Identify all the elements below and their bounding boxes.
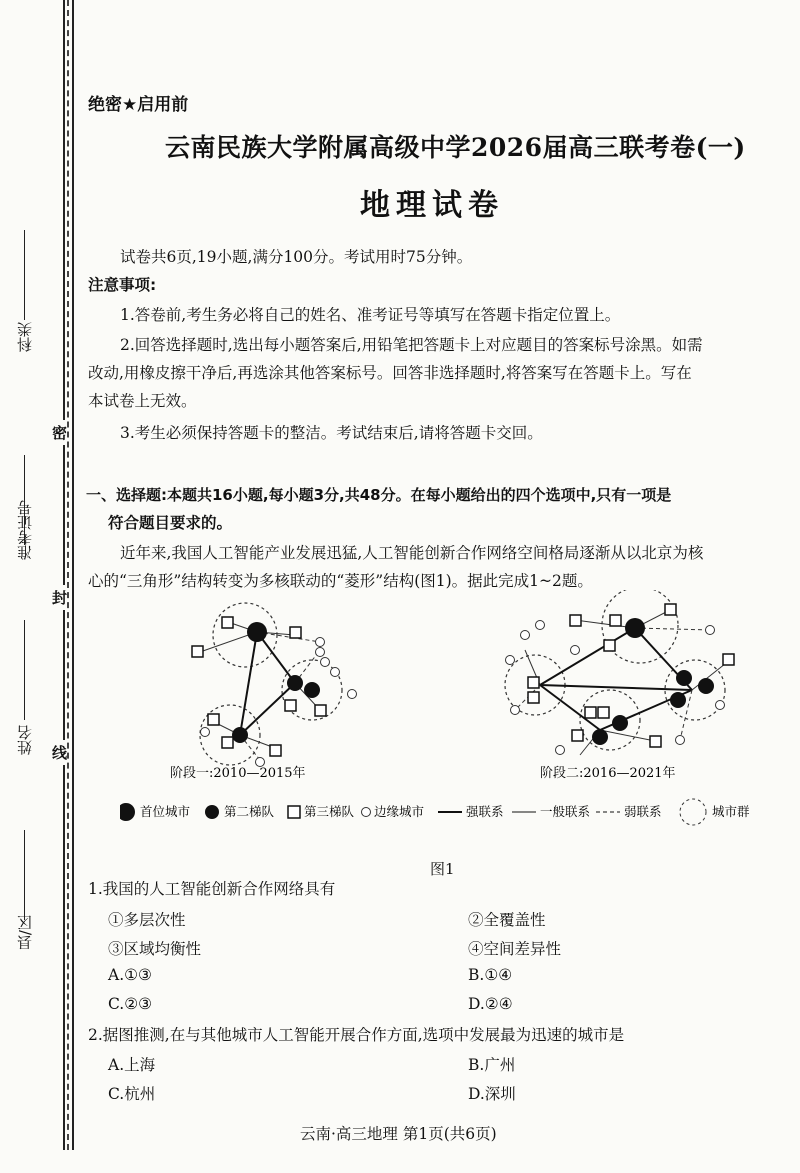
instruction-3: 3.考生必须保持答题卡的整洁。考试结束后,请将答题卡交回。 xyxy=(120,424,543,442)
third-tier-city xyxy=(650,736,661,747)
third-tier-city xyxy=(315,705,326,716)
q1-statement-4: ④空间差异性 xyxy=(468,940,562,958)
third-tier-city xyxy=(192,646,203,657)
secret-label: 绝密★启用前 xyxy=(88,95,189,115)
second-tier-city xyxy=(232,727,248,743)
instruction-2b: 改动,用橡皮擦干净后,再选涂其他答案标号。回答非选择题时,将答案写在答题卡上。写在 xyxy=(88,364,692,382)
legend-strong: 强联系 xyxy=(466,804,504,819)
q2-option-c[interactable]: C.杭州 xyxy=(108,1085,156,1103)
instruction-2a: 2.回答选择题时,选出每小题答案后,用铅笔把答题卡上对应题目的答案标号涂黑。如需 xyxy=(120,336,703,354)
third-tier-city xyxy=(610,615,621,626)
exam-title: 云南民族大学附属高级中学2026届高三联考卷(一) xyxy=(165,133,746,162)
edge-city xyxy=(511,706,520,715)
second-tier-city xyxy=(670,692,686,708)
third-tier-city xyxy=(665,604,676,615)
second-tier-city xyxy=(592,729,608,745)
legend-third-mark xyxy=(288,806,300,818)
legend-third: 第三梯队 xyxy=(304,804,355,819)
q1-option-b[interactable]: B.①④ xyxy=(468,966,513,984)
instructions-title: 注意事项: xyxy=(88,276,157,294)
edge-city xyxy=(676,736,685,745)
legend-edge: 边缘城市 xyxy=(374,804,425,819)
name-field-label: 姓名 xyxy=(16,725,34,755)
subject-field-label: 科类 xyxy=(16,322,34,352)
q1-option-c[interactable]: C.②③ xyxy=(108,995,153,1013)
third-tier-city xyxy=(528,692,539,703)
binding-line-right xyxy=(72,0,74,1150)
edge-city xyxy=(331,668,340,677)
county-field-label: 县/区 xyxy=(16,915,34,951)
page-footer: 云南·高三地理 第1页(共6页) xyxy=(300,1125,497,1143)
first-tier-city xyxy=(247,622,267,642)
binding-line-left xyxy=(63,0,65,1150)
figure-label: 图1 xyxy=(430,860,455,878)
section-heading-cont: 符合题目要求的。 xyxy=(108,514,233,532)
second-tier-city xyxy=(287,675,303,691)
legend-second-mark xyxy=(205,805,219,819)
third-tier-city xyxy=(270,745,281,756)
third-tier-city xyxy=(528,677,539,688)
instruction-1: 1.答卷前,考生务必将自己的姓名、准考证号等填写在答题卡指定位置上。 xyxy=(120,306,621,324)
edge-city xyxy=(571,646,580,655)
network-figure xyxy=(120,590,780,840)
q2-option-a[interactable]: A.上海 xyxy=(108,1056,156,1074)
legend-first: 首位城市 xyxy=(140,804,191,819)
third-tier-city xyxy=(222,617,233,628)
edge-city xyxy=(506,656,515,665)
legend-cluster-mark xyxy=(680,799,706,825)
legend-first-mark xyxy=(120,803,135,821)
id-field-label: 准考证号 xyxy=(16,500,34,560)
cluster-circle xyxy=(213,603,277,667)
county-field-line xyxy=(24,830,39,920)
q1-statement-1: ①多层次性 xyxy=(108,911,186,929)
cluster-circle xyxy=(580,690,640,750)
first-tier-city xyxy=(625,618,645,638)
third-tier-city xyxy=(222,737,233,748)
question-1-stem: 1.我国的人工智能创新合作网络具有 xyxy=(88,880,336,898)
second-tier-city xyxy=(698,678,714,694)
binding-line-dashed xyxy=(67,0,69,1150)
q1-statement-3: ③区域均衡性 xyxy=(108,940,202,958)
section-heading: 一、选择题:本题共16小题,每小题3分,共48分。在每小题给出的四个选项中,只有一项是 xyxy=(86,486,672,504)
edge-city xyxy=(321,658,330,667)
question-2-stem: 2.据图推测,在与其他城市人工智能开展合作方面,选项中发展最为迅速的城市是 xyxy=(88,1026,625,1044)
passage-intro-cont: 心的“三角形”结构转变为多核联动的“菱形”结构(图1)。据此完成1~2题。 xyxy=(88,572,593,590)
stage2-caption: 阶段二:2016—2021年 xyxy=(540,766,676,781)
q2-option-d[interactable]: D.深圳 xyxy=(468,1085,516,1103)
third-tier-city xyxy=(585,707,596,718)
legend-cluster: 城市群 xyxy=(712,804,750,819)
third-tier-city xyxy=(285,700,296,711)
stage1-caption: 阶段一:2010—2015年 xyxy=(170,766,306,781)
legend-edge-mark xyxy=(362,808,371,817)
edge-city xyxy=(706,626,715,635)
third-tier-city xyxy=(570,615,581,626)
exam-summary: 试卷共6页,19小题,满分100分。考试用时75分钟。 xyxy=(120,248,473,266)
legend-general: 一般联系 xyxy=(540,804,591,819)
edge-city xyxy=(716,701,725,710)
third-tier-city xyxy=(208,714,219,725)
third-tier-city xyxy=(604,640,615,651)
q1-option-d[interactable]: D.②④ xyxy=(468,995,513,1013)
edge-city xyxy=(521,631,530,640)
instruction-2c: 本试卷上无效。 xyxy=(88,392,197,410)
seal-mark-xian: 线 xyxy=(52,740,67,765)
third-tier-city xyxy=(290,627,301,638)
edge-city xyxy=(348,690,357,699)
q2-option-b[interactable]: B.广州 xyxy=(468,1056,516,1074)
subject-field-line xyxy=(24,230,39,320)
second-tier-city xyxy=(304,682,320,698)
second-tier-city xyxy=(676,670,692,686)
q1-option-a[interactable]: A.①③ xyxy=(108,966,152,984)
legend-second: 第二梯队 xyxy=(224,804,275,819)
subject-title: 地理试卷 xyxy=(360,188,504,223)
third-tier-city xyxy=(723,654,734,665)
edge-city xyxy=(316,648,325,657)
edge-city xyxy=(556,746,565,755)
legend-weak: 弱联系 xyxy=(624,804,662,819)
seal-mark-feng: 封 xyxy=(52,585,67,610)
third-tier-city xyxy=(598,707,609,718)
name-field-line xyxy=(24,620,39,720)
edge-city xyxy=(536,621,545,630)
passage-intro: 近年来,我国人工智能产业发展迅猛,人工智能创新合作网络空间格局逐渐从以北京为核 xyxy=(120,544,704,562)
edge-city xyxy=(201,728,210,737)
q1-statement-2: ②全覆盖性 xyxy=(468,911,546,929)
second-tier-city xyxy=(612,715,628,731)
edge-city xyxy=(316,638,325,647)
third-tier-city xyxy=(572,730,583,741)
seal-mark-mi: 密 xyxy=(52,420,67,445)
